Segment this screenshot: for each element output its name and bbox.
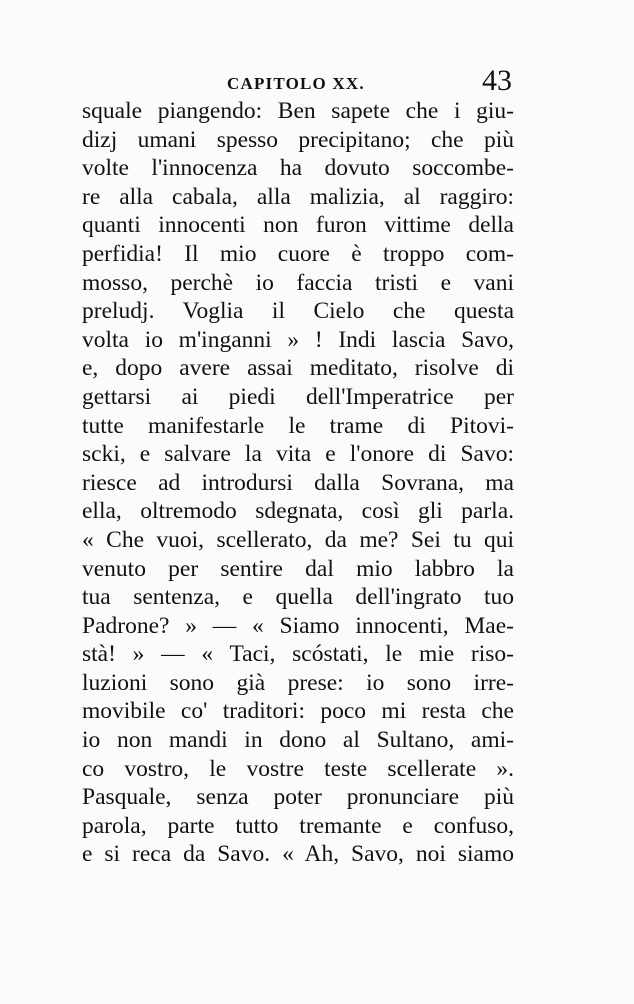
text-line: scki, e salvare la vita e l'onore di Savo: bbox=[82, 441, 514, 468]
text-line: tua sentenza, e quella dell'ingrato tuo bbox=[82, 584, 514, 611]
text-line: stà! » — « Taci, scóstati, le mie riso- bbox=[82, 641, 514, 668]
text-line: Padrone? » — « Siamo innocenti, Mae- bbox=[82, 612, 514, 639]
text-line: gettarsi ai piedi dell'Imperatrice per bbox=[82, 383, 514, 410]
text-line: co vostro, le vostre teste scellerate ». bbox=[82, 755, 514, 782]
text-line: preludj. Voglia il Cielo che questa bbox=[82, 298, 514, 325]
text-line: e, dopo avere assai meditato, risolve di bbox=[82, 355, 514, 382]
text-line: squale piangendo: Ben sapete che i giu- bbox=[82, 98, 514, 124]
text-line: movibile co' traditori: poco mi resta che bbox=[82, 698, 514, 725]
text-line: quanti innocenti non furon vittime della bbox=[82, 212, 514, 239]
text-line: mosso, perchè io faccia tristi e vani bbox=[82, 269, 514, 296]
text-line: io non mandi in dono al Sultano, ami- bbox=[82, 727, 514, 754]
body-text bbox=[82, 97, 514, 869]
text-line: dizj umani spesso precipitano; che più bbox=[82, 126, 514, 153]
text-line: Pasquale, senza poter pronunciare più bbox=[82, 784, 514, 811]
chapter-heading: CAPITOLO XX. bbox=[227, 74, 365, 93]
text-line: luzioni sono già prese: io sono irre- bbox=[82, 669, 514, 696]
text-line: parola, parte tutto tremante e confuso, bbox=[82, 812, 514, 839]
text-line: venuto per sentire dal mio labbro la bbox=[82, 555, 514, 582]
text-line: ella, oltremodo sdegnata, così gli parla. bbox=[82, 498, 514, 525]
text-line: volta io m'inganni » ! Indi lascia Savo, bbox=[82, 326, 514, 353]
text-line: volte l'innocenza ha dovuto soccombe- bbox=[82, 155, 514, 182]
page-number: 43 bbox=[482, 64, 512, 97]
text-line: re alla cabala, alla malizia, al raggiro: bbox=[82, 183, 514, 210]
text-line: « Che vuoi, scellerato, da me? Sei tu qui bbox=[82, 526, 514, 553]
text-line: tutte manifestarle le trame di Pitovi- bbox=[82, 412, 514, 439]
text-line: e si reca da Savo. « Ah, Savo, noi siamo bbox=[82, 841, 514, 868]
text-line: perfidia! Il mio cuore è troppo com- bbox=[82, 240, 514, 267]
text-line: riesce ad introdursi dalla Sovrana, ma bbox=[82, 469, 514, 496]
